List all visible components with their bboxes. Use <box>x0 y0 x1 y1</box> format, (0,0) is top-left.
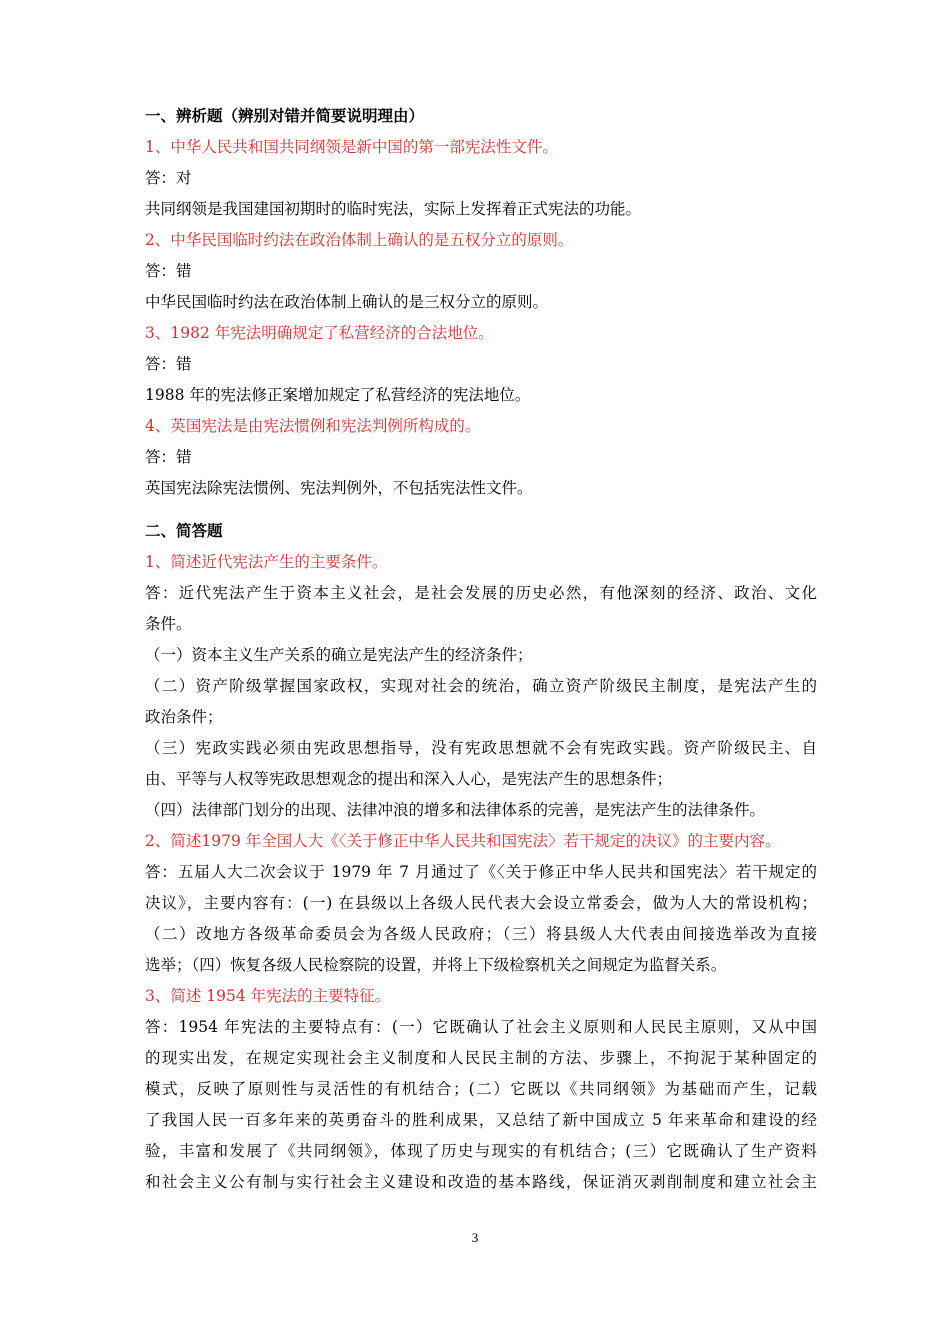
answer-2-3-line: 和社会主义公有制与实行社会主义建设和改造的基本路线，保证消灭剥削制度和建立社会主 <box>145 1173 817 1191</box>
answer-1-4: 答：错 <box>145 448 192 466</box>
explanation-1-1: 共同纲领是我国建国初期时的临时宪法，实际上发挥着正式宪法的功能。 <box>145 200 642 218</box>
page-number: 3 <box>471 1230 479 1245</box>
answer-2-1-line: （三）宪政实践必须由宪政思想指导，没有宪政思想就不会有宪政实践。资产阶级民主、自 <box>145 739 817 757</box>
explanation-1-4: 英国宪法除宪法惯例、宪法判例外，不包括宪法性文件。 <box>145 479 533 497</box>
question-2-3: 3、简述 1954 年宪法的主要特征。 <box>145 987 391 1005</box>
answer-2-1-line: 条件。 <box>145 615 192 633</box>
question-2-2: 2、简述1979 年全国人大《〈关于修正中华人民共和国宪法〉若干规定的决议》的主要内容。 <box>145 832 781 850</box>
section-1-heading: 一、辨析题（辨别对错并简要说明理由） <box>145 107 425 125</box>
answer-2-1-line: （二）资产阶级掌握国家政权，实现对社会的统治，确立资产阶级民主制度，是宪法产生的 <box>145 677 817 695</box>
answer-2-3-line: 的现实出发，在规定实现社会主义制度和人民民主制的方法、步骤上，不拘泥于某种固定的 <box>145 1049 817 1067</box>
question-1-4: 4、英国宪法是由宪法惯例和宪法判例所构成的。 <box>145 417 481 435</box>
answer-2-3-line: 验，丰富和发展了《共同纲领》，体现了历史与现实的有机结合；(三）它既确认了生产资料 <box>145 1142 817 1160</box>
answer-2-2-line: 选举；（四）恢复各级人民检察院的设置，并将上下级检察机关之间规定为监督关系。 <box>145 956 727 974</box>
answer-2-1-line: 由、平等与人权等宪政思想观念的提出和深入人心，是宪法产生的思想条件； <box>145 770 673 788</box>
question-1-1: 1、中华人民共和国共同纲领是新中国的第一部宪法性文件。 <box>145 138 558 156</box>
answer-2-3-line: 答：1954 年宪法的主要特点有：(一）它既确认了社会主义原则和人民民主原则，又从中国 <box>145 1018 817 1036</box>
question-2-1: 1、简述近代宪法产生的主要条件。 <box>145 553 388 571</box>
answer-2-3-line: 了我国人民一百多年来的英勇奋斗的胜利成果，又总结了新中国成立 5 年来革命和建设的经 <box>145 1111 817 1129</box>
section-2-heading: 二、简答题 <box>145 522 223 540</box>
explanation-1-3: 1988 年的宪法修正案增加规定了私营经济的宪法地位。 <box>145 386 531 404</box>
answer-2-2-line: （二）改地方各级革命委员会为各级人民政府；（三）将县级人大代表由间接选举改为直接 <box>145 925 817 943</box>
answer-1-3: 答：错 <box>145 355 192 373</box>
answer-1-1: 答：对 <box>145 169 192 187</box>
answer-1-2: 答：错 <box>145 262 192 280</box>
section-gap <box>145 504 817 516</box>
explanation-1-2: 中华民国临时约法在政治体制上确认的是三权分立的原则。 <box>145 293 549 311</box>
answer-2-1-line: （四）法律部门划分的出现、法律冲浪的增多和法律体系的完善，是宪法产生的法律条件。 <box>145 801 766 819</box>
question-1-3: 3、1982 年宪法明确规定了私营经济的合法地位。 <box>145 324 494 342</box>
answer-2-2-line: 答：五届人大二次会议于 1979 年 7 月通过了《〈关于修正中华人民共和国宪法〉若干规定的 <box>145 863 817 881</box>
document-body <box>145 101 817 1198</box>
question-1-2: 2、中华民国临时约法在政治体制上确认的是五权分立的原则。 <box>145 231 574 249</box>
answer-2-2-line: 决议》，主要内容有：(一) 在县级以上各级人民代表大会设立常委会，做为人大的常设机构； <box>145 894 817 912</box>
answer-2-1-line: （一）资本主义生产关系的确立是宪法产生的经济条件； <box>145 646 533 664</box>
answer-2-1-line: 答：近代宪法产生于资本主义社会，是社会发展的历史必然，有他深刻的经济、政治、文化 <box>145 584 817 602</box>
answer-2-1-line: 政治条件； <box>145 708 223 726</box>
answer-2-3-line: 模式，反映了原则性与灵活性的有机结合；(二）它既以《共同纲领》为基础而产生，记载 <box>145 1080 817 1098</box>
